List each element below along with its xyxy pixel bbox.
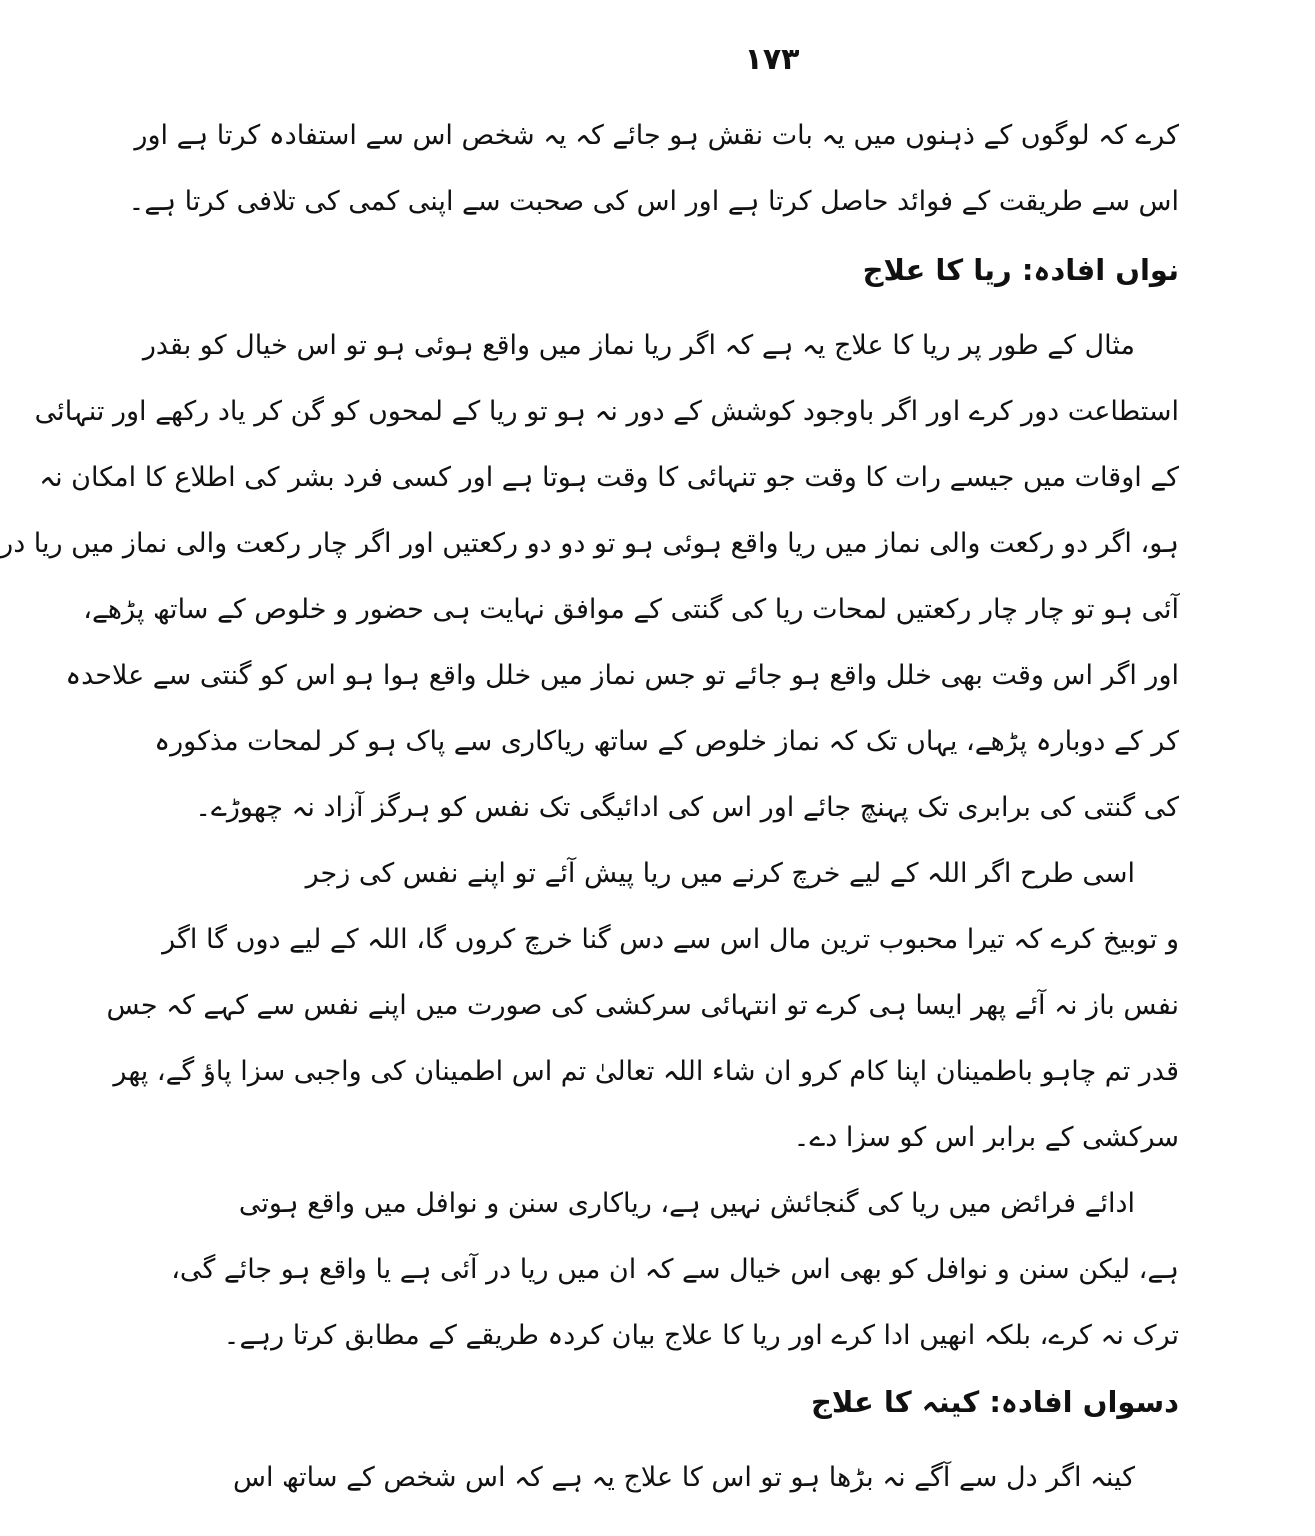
text-line: اور اگر اس وقت بھی خلل واقع ہو جائے تو جس نماز میں خلل واقع ہوا ہو اس کو گنتی سے علاحدہ: [65, 660, 1179, 691]
text-line: نفس باز نہ آئے پھر ایسا ہی کرے تو انتہائی سرکشی کی صورت میں اپنے نفس سے کہے کہ جس: [106, 990, 1179, 1021]
text-line: کرے کہ لوگوں کے ذہنوں میں یہ بات نقش ہو جائے کہ یہ شخص اس سے استفادہ کرتا ہے اور: [134, 120, 1179, 151]
section-heading: نواں افادہ: ریا کا علاج: [862, 253, 1179, 287]
text-line: کی گنتی کی برابری تک پہنچ جائے اور اس کی ادائیگی تک نفس کو ہرگز آزاد نہ چھوڑے۔: [195, 792, 1179, 823]
text-line: و توبیخ کرے کہ تیرا محبوب ترین مال اس سے دس گنا خرچ کروں گا، اللہ کے لیے دوں گا اگر: [162, 924, 1179, 955]
section-heading: دسواں افادہ: کینہ کا علاج: [811, 1385, 1179, 1419]
text-line: اسی طرح اگر اللہ کے لیے خرچ کرنے میں ریا پیش آئے تو اپنے نفس کی زجر: [305, 858, 1135, 889]
text-line: کے اوقات میں جیسے رات کا وقت جو تنہائی کا وقت ہوتا ہے اور کسی فرد بشر کی اطلاع کا امکان نہ: [39, 462, 1179, 493]
text-line: کر کے دوبارہ پڑھے، یہاں تک کہ نماز خلوص کے ساتھ ریاکاری سے پاک ہو کر لمحات مذکورہ: [154, 726, 1179, 757]
text-line: مثال کے طور پر ریا کا علاج یہ ہے کہ اگر ریا نماز میں واقع ہوئی ہو تو اس خیال کو بقدر: [142, 330, 1135, 361]
page-number: ۱۷۳: [744, 42, 800, 77]
text-line: ترک نہ کرے، بلکہ انھیں ادا کرے اور ریا کا علاج بیان کردہ طریقے کے مطابق کرتا رہے۔: [223, 1320, 1179, 1351]
text-line: کینہ اگر دل سے آگے نہ بڑھا ہو تو اس کا علاج یہ ہے کہ اس شخص کے ساتھ اس: [233, 1462, 1135, 1493]
text-line: اس سے طریقت کے فوائد حاصل کرتا ہے اور اس کی صحبت سے اپنی کمی کی تلافی کرتا ہے۔: [128, 186, 1179, 217]
text-line: سرکشی کے برابر اس کو سزا دے۔: [793, 1122, 1179, 1153]
text-line: ہو، اگر دو رکعت والی نماز میں ریا واقع ہوئی ہو تو دو دو رکعتیں اور اگر چار رکعت والی نماز میں ریا در: [0, 528, 1179, 559]
text-line: استطاعت دور کرے اور اگر باوجود کوشش کے دور نہ ہو تو ریا کے لمحوں کو گن کر یاد رکھے اور تنہائی: [34, 396, 1179, 427]
text-line: آئی ہو تو چار چار رکعتیں لمحات ریا کی گنتی کے موافق نہایت ہی حضور و خلوص کے ساتھ پڑھے،: [83, 594, 1179, 625]
text-line: ادائے فرائض میں ریا کی گنجائش نہیں ہے، ریاکاری سنن و نوافل میں واقع ہوتی: [238, 1188, 1135, 1219]
text-line: ہے، لیکن سنن و نوافل کو بھی اس خیال سے کہ ان میں ریا در آئی ہے یا واقع ہو جائے گی،: [171, 1254, 1179, 1285]
text-line: قدر تم چاہو باطمینان اپنا کام کرو ان شاء اللہ تعالیٰ تم اس اطمینان کی واجبی سزا پاؤ گے، پھر: [113, 1056, 1179, 1087]
